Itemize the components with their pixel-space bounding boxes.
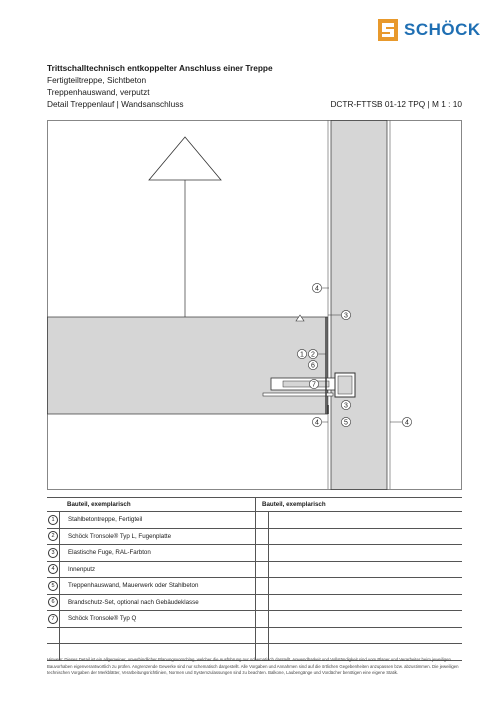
- row-number-badge: 7: [48, 614, 58, 624]
- row-number-cell: [47, 529, 60, 545]
- callout-4-top: 4: [315, 285, 319, 293]
- row-number-badge: 6: [48, 597, 58, 607]
- row-right-cell: [255, 562, 462, 578]
- table-row: [47, 512, 462, 529]
- row-right-cell: [255, 512, 462, 528]
- row-number-cell: [47, 611, 60, 627]
- row-text: [60, 628, 255, 644]
- header-line-4: Detail Treppenlauf | Wandsanschluss: [47, 99, 184, 109]
- brand-logo-mark-icon: [378, 19, 398, 41]
- document-header: [47, 62, 462, 110]
- row-right-cell: [255, 611, 462, 627]
- drawing-code: DCTR-FTTSB 01-12 TPQ | M 1 : 10: [330, 99, 462, 109]
- table-row: [47, 529, 462, 546]
- table-row: [47, 578, 462, 595]
- callout-5: 5: [344, 419, 348, 427]
- callout-3-bottom: 3: [344, 402, 348, 410]
- row-number-badge: 3: [48, 548, 58, 558]
- table-header: [47, 498, 462, 512]
- row-text: Brandschutz-Set, optional nach Gebäudeklasse: [67, 598, 199, 606]
- row-text: Stahlbetontreppe, Fertigteil: [67, 516, 143, 523]
- row-number-badge: 2: [48, 531, 58, 541]
- table-row: [47, 628, 462, 645]
- header-line-2: Fertigteiltreppe, Sichtbeton: [47, 75, 147, 85]
- table-row: [47, 611, 462, 628]
- stairwell-wall: [331, 121, 387, 490]
- row-number-cell: [47, 578, 60, 594]
- row-number-cell: [47, 562, 60, 578]
- row-number-cell: [47, 545, 60, 561]
- callout-6: 6: [311, 362, 315, 370]
- table-row: [47, 562, 462, 579]
- stair-slab: [48, 317, 328, 414]
- component-table: [47, 497, 462, 661]
- row-right-cell: [255, 628, 462, 644]
- callout-4-bottom-left: 4: [315, 419, 319, 427]
- document-title: Trittschalltechnisch entkoppelter Anschluss einer Treppe: [47, 63, 273, 73]
- brand-name: SCHÖCK: [404, 20, 481, 39]
- callout-3-top: 3: [344, 312, 348, 320]
- row-number-badge: 5: [48, 581, 58, 591]
- level-triangle: [149, 137, 221, 180]
- table-header-right: Bauteil, exemplarisch: [255, 498, 462, 511]
- callout-7: 7: [312, 381, 316, 389]
- callout-4-bottom-right: 4: [405, 419, 409, 427]
- detail-drawing-svg: [47, 120, 462, 490]
- header-line-3: Treppenhauswand, verputzt: [47, 87, 150, 97]
- row-right-cell: [255, 578, 462, 594]
- row-right-cell: [255, 529, 462, 545]
- table-row: [47, 545, 462, 562]
- row-text: Elastische Fuge, RAL-Farbton: [67, 549, 151, 556]
- row-text: Schöck Tronsole® Typ Q: [67, 615, 137, 622]
- row-right-cell: [255, 595, 462, 611]
- callout-2: 2: [311, 351, 315, 359]
- row-number-badge: 4: [48, 564, 58, 574]
- disclaimer: Hinweis: Dieses Detail ist ein allgemeiner, unverbindlicher Planungsvorschlag, welcher die Ausführung nur schematisch darstellt. Anwendbarkeit und Vollständigkeit sind vom Planer und Verarbeiter beim jeweiligen Bauvorhaben eigenverantwortlich zu prüfen. Angrenzende Gewerke sind nur schematisch dargestellt. Alle Vorgaben und Annahmen sind auf die örtlichen Gegebenheiten anzupassen bzw. abzustimmen. Die jeweiligen technischen Vorgaben der Merkblätter, Verarbeitungsrichtlinien, Normen und Systemzulassungen sind zu beachten. Balkone, Laubengänge und Vordächer benötigen eine eigene Statik.: [47, 657, 459, 676]
- table-row: [47, 595, 462, 612]
- row-right-cell: [255, 545, 462, 561]
- table-rows: [47, 512, 462, 661]
- table-header-left: Bauteil, exemplarisch: [67, 501, 131, 508]
- callout-1: 1: [300, 351, 304, 359]
- row-number-cell: [47, 512, 60, 528]
- row-number-cell: [47, 628, 60, 644]
- row-text: Innenputz: [67, 565, 96, 573]
- brand-logo: [378, 19, 481, 41]
- detail-drawing: [47, 120, 462, 490]
- row-number-badge: 1: [48, 515, 58, 525]
- row-text: Treppenhauswand, Mauerwerk oder Stahlbeton: [67, 582, 199, 589]
- header-line-4-row: [47, 98, 462, 110]
- row-text: Schöck Tronsole® Typ L, Fugenplatte: [67, 532, 172, 540]
- row-number-cell: [47, 595, 60, 611]
